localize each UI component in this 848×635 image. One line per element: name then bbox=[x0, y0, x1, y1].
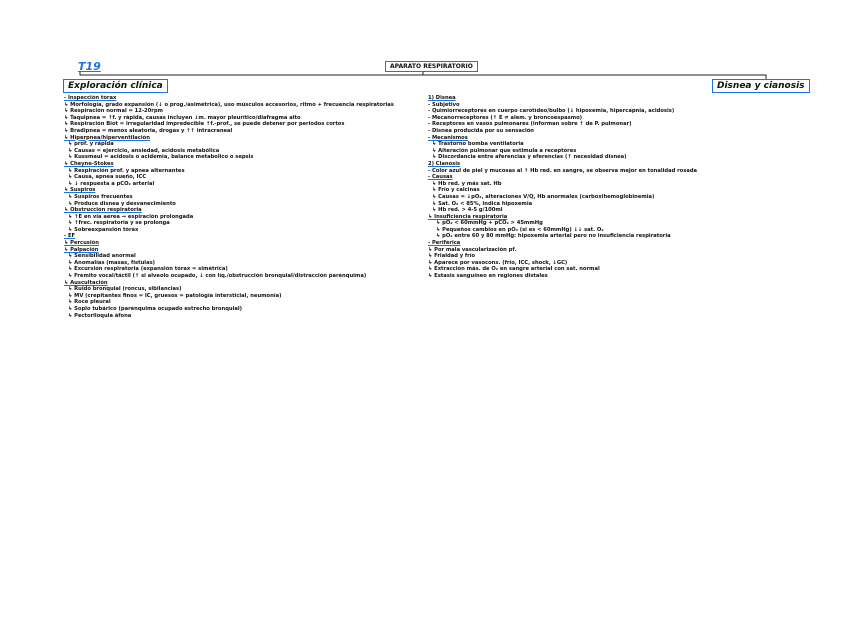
left-notes bbox=[64, 95, 419, 319]
right-section-title: Disnea y cianosis bbox=[712, 79, 810, 93]
right_section-line: ↳ Aparece por vasocons. (frío, ICC, shock, ↓GC) bbox=[428, 259, 568, 266]
left_section-line: ↳ Roce pleural bbox=[68, 299, 111, 306]
left_section-line: - Inspección tórax bbox=[64, 95, 117, 101]
left_section-line: ↳ ↑E en vía aérea → espiración prolongada bbox=[68, 213, 194, 220]
left_section-line: ↳ Sensibilidad anormal bbox=[68, 253, 136, 260]
right_section-line: ↳ Trastorno bomba ventilatoria bbox=[432, 141, 524, 148]
left_section-line: ↳ Morfología, grado expansión (↓ o prog./asimétrica), uso músculos accesorios, ritmo + frecuencia respiratorias bbox=[64, 101, 394, 108]
left_section-line: ↳ Suspiros frecuentes bbox=[68, 193, 133, 200]
left_section-line: - EF bbox=[64, 233, 76, 240]
left_section-line: ↳ Taquipnea = ↑f. y rápida, causas incluyen ↓m. mayor pleurítico/diafragma alto bbox=[64, 114, 301, 121]
right_section-line: ↳ Frío y calcinas bbox=[432, 187, 480, 194]
right_section-line: 2) Cianosis bbox=[428, 160, 461, 167]
right_section-line: - Disnea producida por su sensación bbox=[428, 127, 534, 134]
right_section-line: ↳ pO₂ entre 60 y 80 mmHg: hipoxemia arterial pero no insuficiencia respiratoria bbox=[436, 233, 671, 240]
right_section-line: - Mecanorreceptores (↑ E ≠ alem. y broncoespasmo) bbox=[428, 114, 583, 121]
right_section-line: ↳ Discordancia entre aferencias y eferencias (↑ necesidad disnea) bbox=[432, 154, 627, 161]
right_section-line: ↳ Alteración pulmonar que estimula a receptores bbox=[432, 147, 577, 154]
right_section-line: ↳ Frialdad y frío bbox=[428, 253, 476, 260]
right_section-line: ↳ Insuficiencia respiratoria bbox=[428, 213, 508, 220]
right_section-line: ↳ Pequeños cambios en pO₂ (si es < 60mmHg) ↓↓ sat. O₂ bbox=[436, 226, 604, 233]
left_section-line: ↳ prof. y rápida bbox=[68, 141, 114, 148]
left_section-line: ↳ ↑frec. respiratoria y se prolonga bbox=[68, 220, 170, 227]
right_section-line: ↳ Por mala vascularización pf. bbox=[428, 246, 517, 253]
left_section-line: ↳ Sobreexpansión tórax bbox=[68, 226, 139, 233]
left_section-line: ↳ Bradipnea = menos aleatoria, drogas y ↑↑ intracraneal bbox=[64, 127, 233, 134]
left_section-line: ↳ Respiración prof. y apnea alternantes bbox=[68, 167, 185, 174]
left_section-line: ↳ Palpación bbox=[64, 246, 99, 253]
right_section-line: - Color azul de piel y mucosas al ↑ Hb red. en sangre, se observa mejor en tonalidad rosada bbox=[428, 167, 698, 174]
right_section-line: - Receptores en vasos pulmonares (informan sobre ↑ de P. pulmonar) bbox=[428, 121, 632, 128]
left_section-line: ↳ Causa, apnea sueño, ICC bbox=[68, 174, 147, 181]
left_section-line: ↳ MV (crepitantes finos = IC, gruesos = patología intersticial, neumonía) bbox=[68, 292, 282, 299]
right_section-line: ↳ Causas = ↓pO₂, alteraciones V/Q, Hb anormales (carboxihemoglobinemia) bbox=[432, 193, 655, 200]
right_section-line: ↳ Sat. O₂ < 85%, indica hipoxemia bbox=[432, 200, 533, 207]
left_section-line: ↳ Ruido bronquial (roncus, sibilancias) bbox=[68, 286, 182, 293]
right_section-line: - Periférica bbox=[428, 240, 461, 247]
left_section-line: ↳ Frémito vocal/táctil (↑ si alveolo ocupado, ↓ con líq./obstrucción bronquial/distracción parénquima) bbox=[68, 273, 367, 280]
right_section-line: ↳ Hb red. > 4-5 g/100ml bbox=[432, 207, 503, 214]
left_section-line: ↳ Excursión respiratoria (expansión tórax = simétrica) bbox=[68, 266, 228, 273]
left_section-line: ↳ Hiperpnea/hiperventilación bbox=[64, 134, 150, 141]
right_section-line: 1) Disnea bbox=[428, 95, 456, 101]
right_section-line: - Mecanismos bbox=[428, 134, 468, 141]
right_section-line: ↳ Extracción más. de O₂ en sangre arterial con sat. normal bbox=[428, 266, 600, 273]
left_section-line: ↳ Soplo tubárico (parénquima ocupado estrecho bronquial) bbox=[68, 306, 243, 312]
right_section-line: ↳ Estasis sanguíneo en regiones distales bbox=[428, 273, 548, 280]
right_section-line: ↳ Hb red. y más sat. Hb bbox=[432, 180, 502, 187]
right-notes bbox=[428, 95, 718, 280]
right_section-line: - Quimiorreceptores en cuerpo carotídeo/bulbo (↓ hipoxemia, hipercapnia, acidosis) bbox=[428, 108, 675, 115]
left_section-line: ↳ Respiración normal = 12-20rpm bbox=[64, 108, 163, 115]
right_section-line: ↳ pO₂ < 60mmHg + pCO₂ > 45mmHg bbox=[436, 220, 543, 227]
left-section-title: Exploración clínica bbox=[63, 79, 168, 93]
left_section-line: ↳ Cheyne-Stokes bbox=[64, 160, 114, 167]
left_section-line: ↳ Obstrucción respiratoria bbox=[64, 207, 142, 214]
left_section-line: ↳ Suspiros bbox=[64, 187, 96, 194]
left_section-line: ↳ Anomalías (masas, fístulas) bbox=[68, 259, 156, 266]
main-title: APARATO RESPIRATORIO bbox=[385, 61, 478, 72]
left_section-line: ↳ Pectoriloquia áfona bbox=[68, 312, 132, 319]
right_section-line: - Subjetivo bbox=[428, 101, 460, 108]
right_section-line: - Causas bbox=[428, 174, 453, 181]
topic-number: T19 bbox=[78, 60, 101, 73]
left_section-line: ↳ ↓ respuesta a pCO₂ arterial bbox=[68, 180, 155, 187]
left_section-line: ↳ Causas = ejercicio, ansiedad, acidosis metabólica bbox=[68, 147, 220, 154]
left_section-line: ↳ Percusión bbox=[64, 240, 99, 247]
left_section-line: ↳ Produce disnea y desvanecimiento bbox=[68, 200, 176, 207]
left_section-line: ↳ Auscultación bbox=[64, 279, 108, 286]
left_section-line: ↳ Kussmaul = acidosis o acidemia, balance metabolico o sepsis bbox=[68, 154, 254, 161]
left_section-line: ↳ Respiración Biot = irregularidad impredecible ↑f.-prof., se puede detener por periodos cortos bbox=[64, 121, 345, 128]
